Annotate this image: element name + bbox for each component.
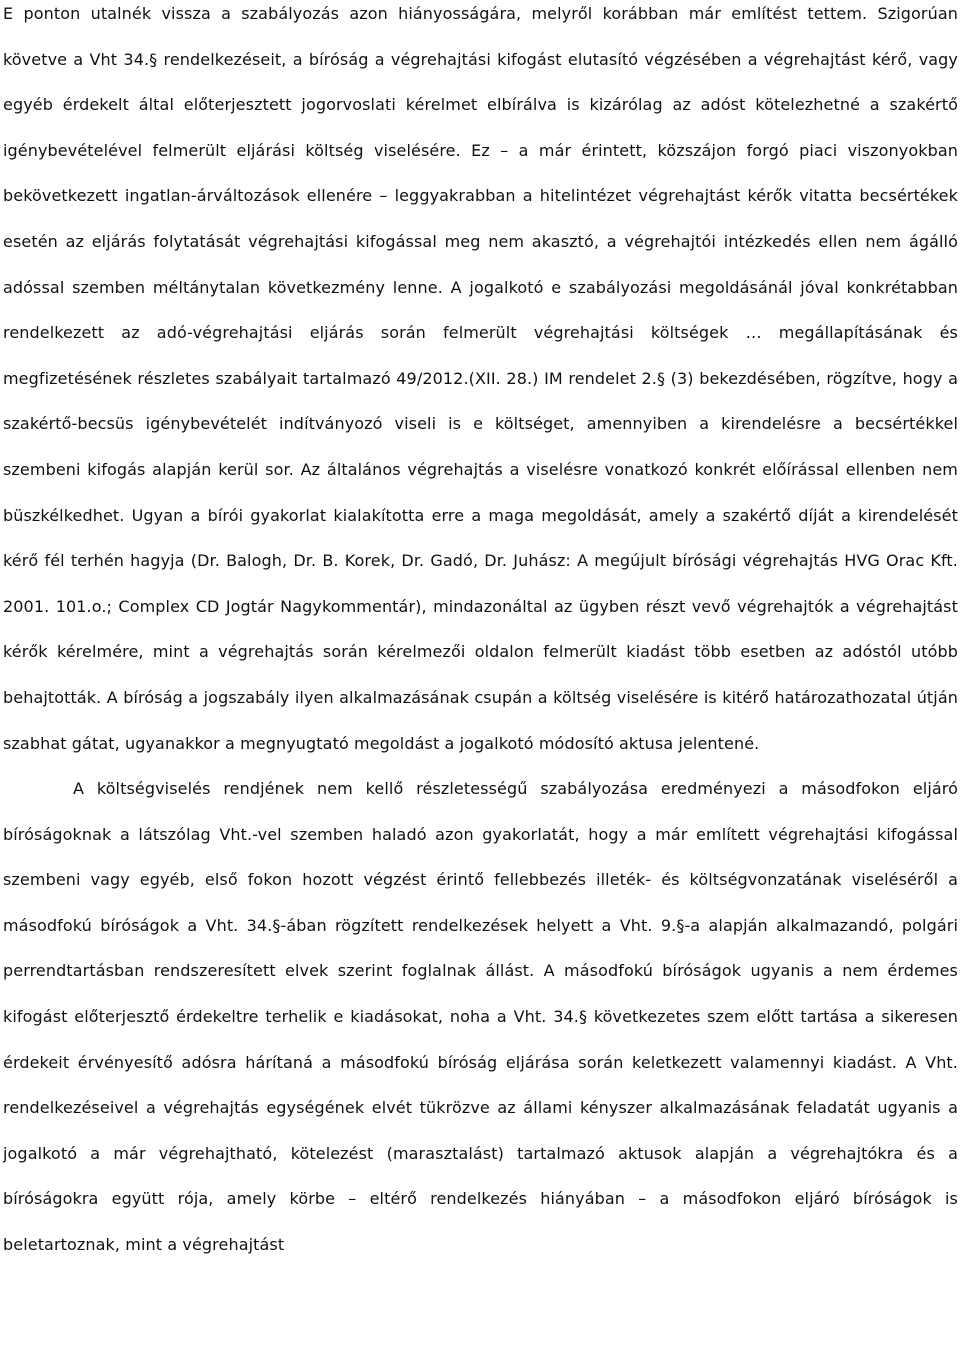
paragraph: E ponton utalnék vissza a szabályozás azon hiányosságára, melyről korábban már említést tettem. Szigorúan követve a Vht 34.§ rendelkezéseit, a bíróság a végrehajtási kifogást elutasító végzésében a végrehajtást kérő, vagy egyéb érdekelt által előterjesztett jogorvoslati kérelmet elbírálva is kizárólag az adóst kötelezhetné a szakértő igénybevételével felmerült eljárási költség viselésére. Ez – a már érintett, közszájon forgó piaci viszonyokban bekövetkezett ingatlan-árváltozások ellenére – leggyakrabban a hitelintézet végrehajtást kérők vitatta becsértékek esetén az eljárás folytatását végrehajtási kifogással meg nem akasztó, a végrehajtói intézkedés ellen nem ágálló adóssal szemben méltánytalan következmény lenne. A jogalkotó e szabályozási megoldásánál jóval konkrétabban rendelkezett az adó-végrehajtási eljárás során felmerült végrehajtási költségek … megállapításának és megfizetésének részletes szabályait tartalmazó 49/2012.(XII. 28.) IM rendelet 2.§ (3) bekezdésében, rögzítve, hogy a szakértő-becsüs igénybevételét indítványozó viseli is e költséget, amennyiben a kirendelésre a becsértékkel szembeni kifogás alapján kerül sor. Az általános végrehajtás a viselésre vonatkozó konkrét előírással ellenben nem büszkélkedhet. Ugyan a bírói gyakorlat kialakította erre a maga megoldását, amely a szakértő díját a kirendelését kérő fél terhén hagyja (Dr. Balogh, Dr. B. Korek, Dr. Gadó, Dr. Juhász: A megújult bírósági végrehajtás HVG Orac Kft. 2001. 101.o.; Complex CD Jogtár Nagykommentár), mindazonáltal az ügyben részt vevő végrehajtók a végrehajtást kérők kérelmére, mint a végrehajtás során kérelmezői oldalon felmerült kiadást több esetben az adóstól utóbb behajtották. A bíróság a jogszabály ilyen alkalmazásának csupán a költség viselésére is kitérő határozathozatal útján szabhat gátat, ugyanakkor a megnyugtató megoldást a jogalkotó módosító aktusa jelentené. — [3, 4, 958, 753]
document-page — [3, 0, 958, 1268]
paragraph: A költségviselés rendjének nem kellő részletességű szabályozása eredményezi a másodfokon eljáró bíróságoknak a látszólag Vht.-vel szemben haladó azon gyakorlatát, hogy a már említett végrehajtási kifogással szembeni vagy egyéb, első fokon hozott végzést érintő fellebbezés illeték- és költségvonzatának viseléséről a másodfokú bíróságok a Vht. 34.§-ában rögzített rendelkezések helyett a Vht. 9.§-a alapján alkalmazandó, polgári perrendtartásban rendszeresített elvek szerint foglalnak állást. A másodfokú bíróságok ugyanis a nem érdemes kifogást előterjesztő érdekeltre terhelik e kiadásokat, noha a Vht. 34.§ következetes szem előtt tartása a sikeresen érdekeit érvényesítő adósra hárítaná a másodfokú bíróság eljárása során keletkezett valamennyi kiadást. A Vht. rendelkezéseivel a végrehajtás egységének elvét tükrözve az állami kényszer alkalmazásának feladatát ugyanis a jogalkotó a már végrehajtható, kötelezést (marasztalást) tartalmazó aktusok alapján a végrehajtókra és a bíróságokra együtt rója, amely körbe – eltérő rendelkezés hiányában – a másodfokon eljáró bíróságok is beletartoznak, mint a végrehajtást — [3, 779, 958, 1255]
